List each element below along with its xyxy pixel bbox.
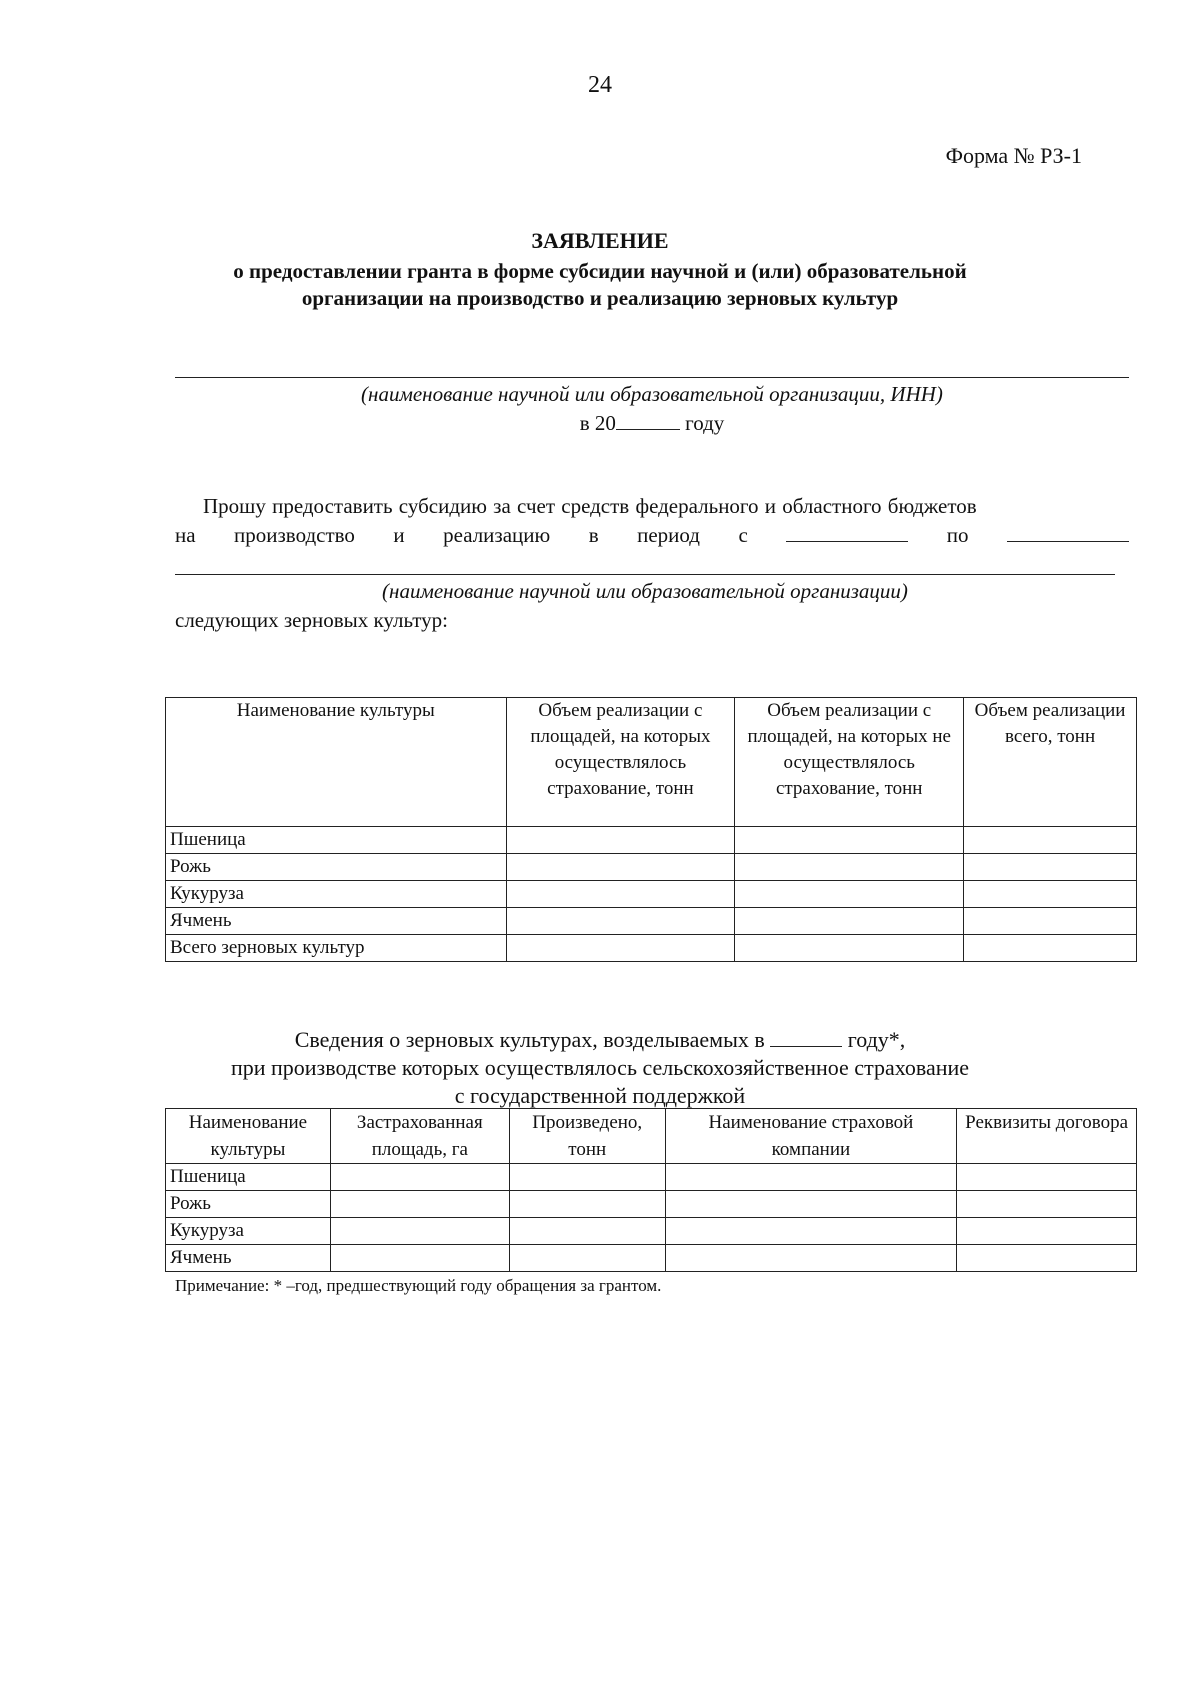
insured-crops-heading-line-2: при производстве которых осуществлялось сельскохозяйственное страхование	[230, 1055, 970, 1080]
insured-volume-cell[interactable]	[506, 935, 735, 962]
table-row	[166, 827, 1137, 854]
uninsured-volume-cell[interactable]	[735, 935, 964, 962]
total-volume-cell[interactable]	[964, 908, 1137, 935]
produced-cell[interactable]	[509, 1191, 665, 1218]
year-line	[175, 411, 1129, 436]
form-number: Форма № РЗ-1	[945, 143, 1082, 168]
insured-area-cell[interactable]	[330, 1245, 509, 1272]
heading-suffix: году*,	[847, 1027, 906, 1052]
uninsured-volume-cell[interactable]	[735, 827, 964, 854]
heading-year-blank	[770, 1028, 842, 1047]
table-row	[166, 1245, 1137, 1272]
crop-name-cell: Рожь	[166, 854, 507, 881]
header-crop-name: Наименование культуры	[166, 698, 507, 827]
table-row	[166, 1218, 1137, 1245]
page-number: 24	[588, 72, 612, 98]
request-word-5: в	[588, 523, 599, 547]
period-from-blank	[786, 523, 908, 542]
total-volume-cell[interactable]	[964, 935, 1137, 962]
request-word-6: период	[637, 523, 700, 547]
header-uninsured-volume: Объем реализации с площадей, на которых не осуществлялось страхование, тонн	[735, 698, 964, 827]
crop-name-cell: Кукуруза	[166, 881, 507, 908]
year-blank	[616, 411, 680, 430]
request-line-2	[175, 523, 1129, 548]
insurance-company-cell[interactable]	[665, 1164, 957, 1191]
org-name-inn-line	[175, 377, 1129, 378]
year-suffix: году	[685, 411, 725, 435]
crop-name-cell: Рожь	[166, 1191, 331, 1218]
subtitle-line-1: о предоставлении гранта в форме субсидии научной и (или) образовательной	[233, 259, 967, 283]
header-produced: Произведено, тонн	[509, 1109, 665, 1164]
request-line-1: Прошу предоставить субсидию за счет средств федерального и областного бюджетов	[203, 494, 977, 518]
request-word-4: реализацию	[443, 523, 551, 547]
total-volume-cell[interactable]	[964, 827, 1137, 854]
org-name-inn-caption: (наименование научной или образовательной организации, ИНН)	[361, 382, 943, 406]
crop-name-cell: Пшеница	[166, 1164, 331, 1191]
insured-area-cell[interactable]	[330, 1191, 509, 1218]
insured-crops-heading	[0, 1026, 1200, 1110]
header-insurance-company: Наименование страховой компании	[665, 1109, 957, 1164]
crop-name-cell: Пшеница	[166, 827, 507, 854]
subtitle-line-2: организации на производство и реализацию зерновых культур	[301, 286, 899, 310]
insured-crops-heading-line-1	[0, 1026, 1200, 1054]
total-volume-cell[interactable]	[964, 881, 1137, 908]
table-row	[166, 935, 1137, 962]
contract-details-cell[interactable]	[957, 1218, 1137, 1245]
header-insured-area: Застрахованная площадь, га	[330, 1109, 509, 1164]
request-po: по	[946, 523, 969, 547]
crop-name-cell: Ячмень	[166, 1245, 331, 1272]
table-header-row	[166, 1109, 1137, 1164]
crop-name-cell: Всего зерновых культур	[166, 935, 507, 962]
insurance-company-cell[interactable]	[665, 1218, 957, 1245]
org-name-line	[175, 574, 1115, 575]
insured-area-cell[interactable]	[330, 1218, 509, 1245]
insurance-company-cell[interactable]	[665, 1245, 957, 1272]
crops-sales-table	[165, 697, 1137, 962]
table-row	[166, 1191, 1137, 1218]
header-insured-volume: Объем реализации с площадей, на которых осуществлялось страхование, тонн	[506, 698, 735, 827]
insurance-company-cell[interactable]	[665, 1191, 957, 1218]
header-total-volume: Объем реализации всего, тонн	[964, 698, 1137, 827]
insured-crops-heading-line-3: с государственной поддержкой	[454, 1083, 746, 1108]
uninsured-volume-cell[interactable]	[735, 854, 964, 881]
document-subtitle	[150, 258, 1050, 312]
header-crop-name: Наименование культуры	[166, 1109, 331, 1164]
table-row	[166, 854, 1137, 881]
document-title: ЗАЯВЛЕНИЕ	[531, 228, 669, 253]
year-prefix: в 20	[579, 411, 616, 435]
produced-cell[interactable]	[509, 1218, 665, 1245]
table-header-row	[166, 698, 1137, 827]
table-row	[166, 908, 1137, 935]
total-volume-cell[interactable]	[964, 854, 1137, 881]
contract-details-cell[interactable]	[957, 1164, 1137, 1191]
crop-name-cell: Кукуруза	[166, 1218, 331, 1245]
footnote: Примечание: * –год, предшествующий году обращения за грантом.	[175, 1276, 662, 1295]
table-row	[166, 1164, 1137, 1191]
insured-volume-cell[interactable]	[506, 881, 735, 908]
crop-name-cell: Ячмень	[166, 908, 507, 935]
table-row	[166, 881, 1137, 908]
produced-cell[interactable]	[509, 1245, 665, 1272]
request-word-1: на	[175, 523, 196, 547]
request-word-7: с	[738, 523, 748, 547]
produced-cell[interactable]	[509, 1164, 665, 1191]
org-name-caption: (наименование научной или образовательной организации)	[382, 579, 908, 603]
insured-volume-cell[interactable]	[506, 908, 735, 935]
uninsured-volume-cell[interactable]	[735, 908, 964, 935]
uninsured-volume-cell[interactable]	[735, 881, 964, 908]
insured-crops-table	[165, 1108, 1137, 1272]
heading-prefix: Сведения о зерновых культурах, возделываемых в	[294, 1027, 765, 1052]
header-contract-details: Реквизиты договора	[957, 1109, 1137, 1164]
insured-volume-cell[interactable]	[506, 827, 735, 854]
contract-details-cell[interactable]	[957, 1191, 1137, 1218]
request-word-2: производство	[234, 523, 355, 547]
insured-volume-cell[interactable]	[506, 854, 735, 881]
period-to-blank	[1007, 523, 1129, 542]
request-word-3: и	[393, 523, 405, 547]
following-crops-text: следующих зерновых культур:	[175, 608, 448, 632]
contract-details-cell[interactable]	[957, 1245, 1137, 1272]
insured-area-cell[interactable]	[330, 1164, 509, 1191]
